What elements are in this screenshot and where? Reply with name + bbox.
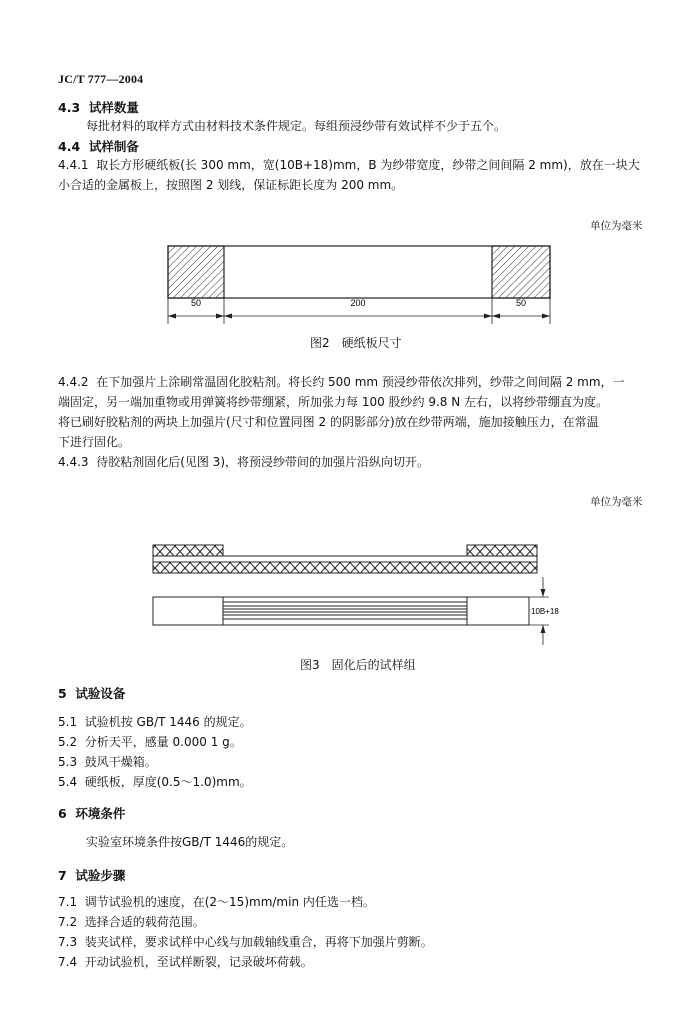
upper-left-tab <box>153 545 223 556</box>
section-title: 试验步骤 <box>75 868 126 883</box>
section-number: 4.4 <box>58 139 81 154</box>
prepreg-strand-side <box>153 556 537 562</box>
item-7-1 <box>58 892 375 912</box>
right-tab-hatched <box>492 246 550 298</box>
item-number: 7.4 <box>58 955 78 969</box>
figure-3-specimen-group-diagram <box>145 535 565 650</box>
standard-number: JC/T 777—2004 <box>58 72 144 86</box>
lower-tab-full <box>153 562 537 573</box>
para-4-4-1-line1 <box>58 155 640 175</box>
item-number: 7.1 <box>58 895 78 909</box>
item-number: 7.3 <box>58 935 78 949</box>
para-4-4-2-line1 <box>58 372 625 392</box>
clause-number: 4.4.2 <box>58 375 89 389</box>
figure-2-cardboard-diagram <box>160 240 560 330</box>
item-number: 5.4 <box>58 775 78 789</box>
clause-text: 待胶粘剂固化后(见图 3)，将预浸纱带间的加强片沿纵向切开。 <box>96 455 430 469</box>
fig3-caption: 图3 固化后的试样组 <box>300 658 416 672</box>
para-4-4-2-line2: 端固定，另一端加重物或用弹簧将纱带绷紧，所加张力每 100 股纱约 9.8 N 左右，以将纱带绷直为度。 <box>58 395 609 409</box>
item-text: 硬纸板，厚度(0.5～1.0)mm。 <box>84 775 252 789</box>
item-number: 5.3 <box>58 755 78 769</box>
item-5-2 <box>58 732 242 752</box>
dim-width-label: 10B+18 <box>531 607 559 616</box>
fig2-unit-note: 单位为毫米 <box>590 220 643 232</box>
section-7-heading <box>58 866 125 884</box>
para-4-4-3 <box>58 452 429 472</box>
section-4-3-heading <box>58 98 139 116</box>
item-number: 7.2 <box>58 915 78 929</box>
section-number: 4.3 <box>58 100 81 115</box>
item-text: 装夹试样，要求试样中心线与加载轴线重合，再将下加强片剪断。 <box>84 935 433 949</box>
item-number: 5.1 <box>58 715 78 729</box>
section-number: 7 <box>58 868 67 883</box>
item-5-1 <box>58 712 252 732</box>
cardboard-plan <box>153 597 529 625</box>
dim-right-label: 50 <box>515 298 527 308</box>
item-5-4 <box>58 772 252 792</box>
section-6-heading <box>58 804 125 822</box>
section-number: 5 <box>58 686 67 701</box>
para-4-4-2-line4: 下进行固化。 <box>58 435 131 449</box>
item-7-4 <box>58 952 313 972</box>
left-tab-hatched <box>168 246 224 298</box>
para-4-4-2-line3: 将已刷好胶粘剂的两块上加强片(尺寸和位置同图 2 的阴影部分)放在纱带两端，施加接触压力，在常温 <box>58 415 599 429</box>
strand-lines <box>223 602 467 619</box>
item-text: 调节试验机的速度，在(2～15)mm/min 内任选一档。 <box>84 895 375 909</box>
section-number: 6 <box>58 806 67 821</box>
item-text: 鼓风干燥箱。 <box>84 755 157 769</box>
section-5-heading <box>58 684 125 702</box>
section-title: 试验设备 <box>75 686 126 701</box>
section-title: 试样数量 <box>88 100 139 115</box>
dim-left-label: 50 <box>190 298 202 308</box>
section-6-text: 实验室环境条件按GB/T 1446的规定。 <box>86 835 294 849</box>
upper-right-tab <box>467 545 537 556</box>
para-4-4-1-line2: 小合适的金属板上，按照图 2 划线，保证标距长度为 200 mm。 <box>58 178 404 192</box>
fig2-caption: 图2 硬纸板尺寸 <box>310 336 402 350</box>
item-5-3 <box>58 752 157 772</box>
clause-text: 在下加强片上涂刷常温固化胶粘剂。将长约 500 mm 预浸纱带依次排列，纱带之间间隔 2 mm，一 <box>96 375 625 389</box>
section-title: 环境条件 <box>75 806 126 821</box>
section-4-4-heading <box>58 137 139 155</box>
clause-number: 4.4.1 <box>58 158 89 172</box>
fig3-unit-note: 单位为毫米 <box>590 496 643 508</box>
item-7-3 <box>58 932 433 952</box>
item-text: 试验机按 GB/T 1446 的规定。 <box>84 715 252 729</box>
clause-text: 取长方形硬纸板(长 300 mm，宽(10B+18)mm，B 为纱带宽度，纱带之间间隔 2 mm)，放在一块大 <box>96 158 640 172</box>
clause-number: 4.4.3 <box>58 455 89 469</box>
item-text: 开动试验机，至试样断裂，记录破坏荷载。 <box>84 955 313 969</box>
section-4-3-text: 每批材料的取样方式由材料技术条件规定。每组预浸纱带有效试样不少于五个。 <box>86 119 507 133</box>
item-7-2 <box>58 912 205 932</box>
dim-mid-label: 200 <box>350 298 366 308</box>
item-text: 分析天平，感量 0.000 1 g。 <box>84 735 242 749</box>
item-text: 选择合适的载荷范围。 <box>84 915 205 929</box>
item-number: 5.2 <box>58 735 78 749</box>
section-title: 试样制备 <box>88 139 139 154</box>
